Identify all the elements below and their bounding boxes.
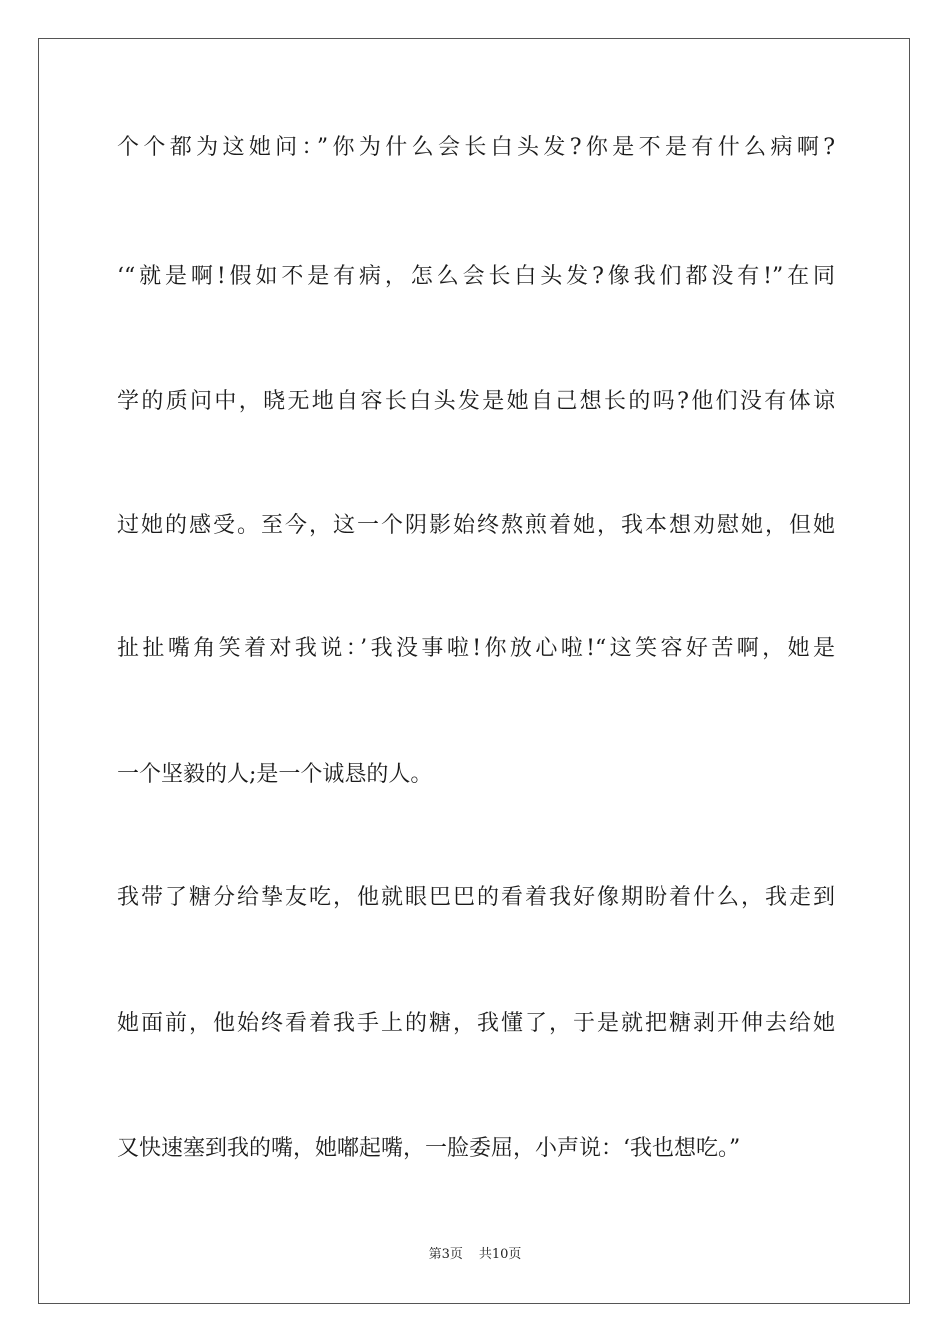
text-line-7: 我带了糖分给挚友吃，他就眼巴巴的看着我好像期盼着什么，我走到 <box>117 885 835 910</box>
page-footer <box>0 1246 950 1264</box>
text-line-1: 个个都为这她问：”你为什么会长白头发?你是不是有什么病啊? <box>117 135 835 160</box>
text-line-5: 扯扯嘴角笑着对我说：’我没事啦!你放心啦!“这笑容好苦啊，她是 <box>117 636 835 661</box>
text-line-4: 过她的感受。至今，这一个阴影始终熬煎着她，我本想劝慰她，但她 <box>117 513 835 538</box>
page-number: 第3页 <box>428 1247 463 1262</box>
text-line-3: 学的质问中，晓无地自容长白头发是她自己想长的吗?他们没有体谅 <box>117 389 835 414</box>
text-line-9: 又快速塞到我的嘴，她嘟起嘴，一脸委屈，小声说：‘我也想吃。” <box>117 1136 741 1161</box>
total-pages: 共10页 <box>478 1247 522 1262</box>
text-line-8: 她面前，他始终看着我手上的糖，我懂了，于是就把糖剥开伸去给她 <box>117 1011 835 1036</box>
text-line-6: 一个坚毅的人;是一个诚恳的人。 <box>117 762 433 787</box>
text-line-2: ‘“就是啊!假如不是有病，怎么会长白头发?像我们都没有!”在同 <box>117 264 835 289</box>
page-border <box>38 38 910 1304</box>
